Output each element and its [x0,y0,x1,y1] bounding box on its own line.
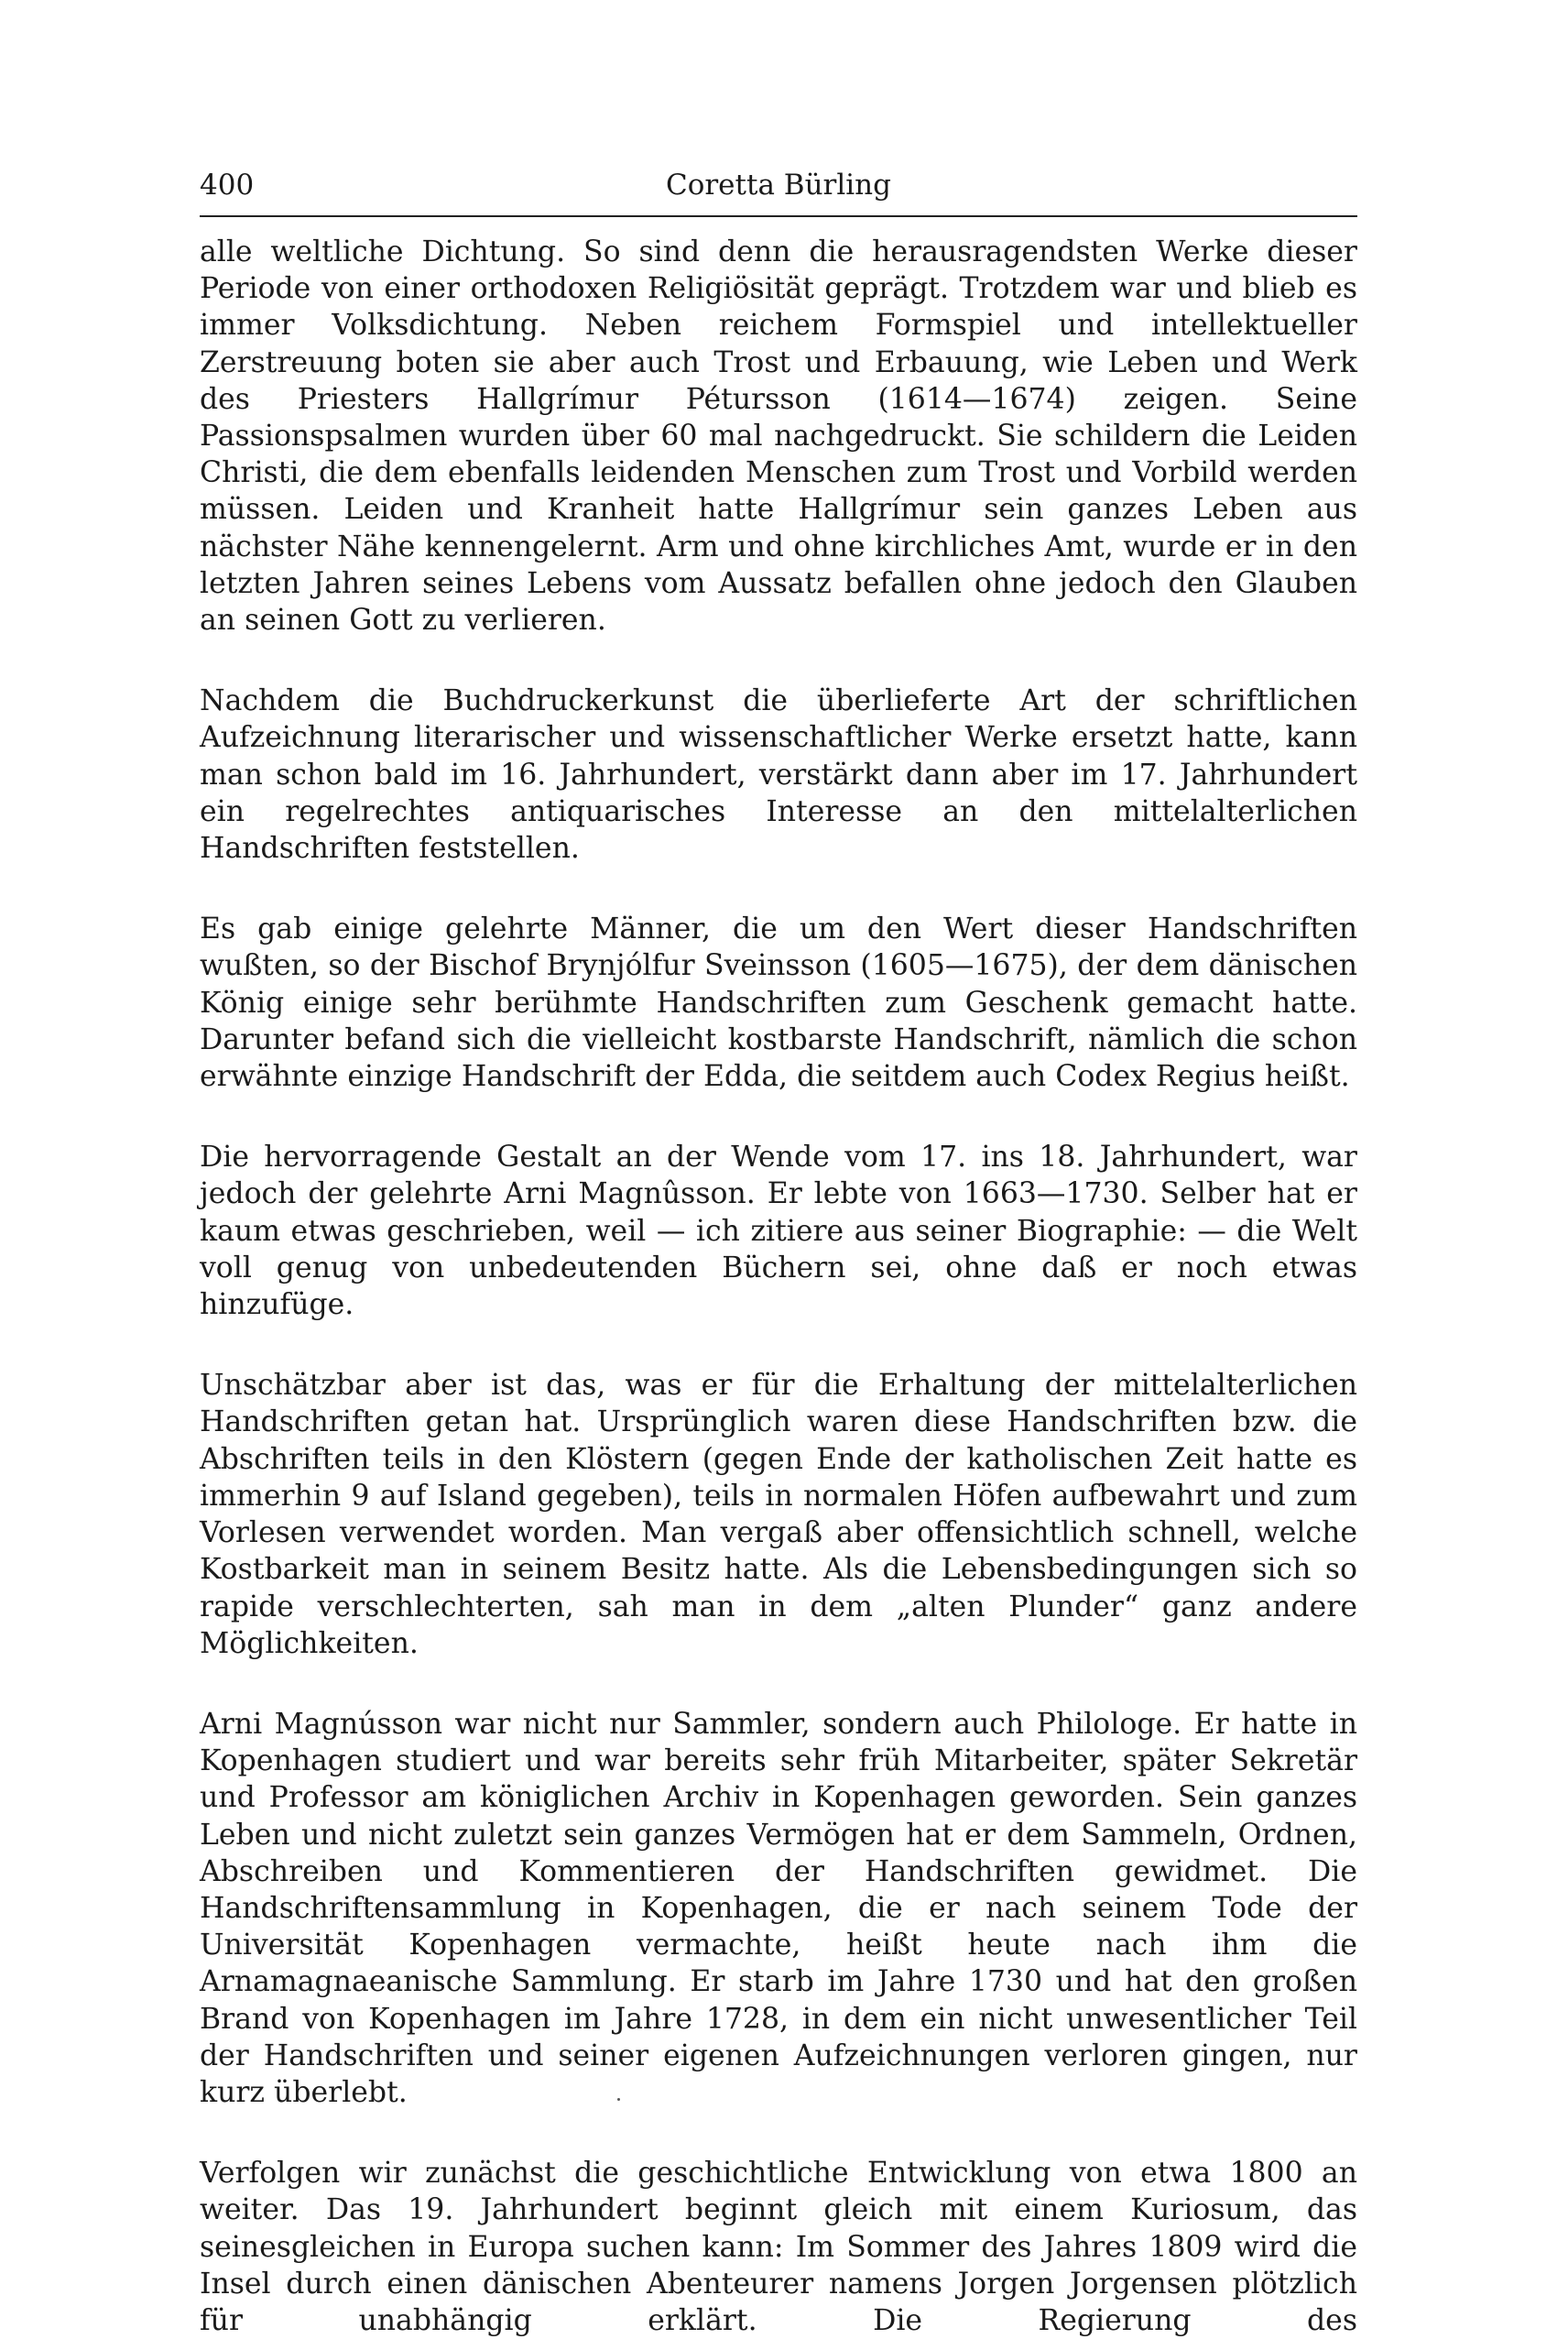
paragraph-arni-magnusson: Die hervorragende Gestalt an der Wende vom 17. ins 18. Jahrhundert, war jedoch der gelehrte Arni Magnûsson. Er lebte von 1663—1730. Selber hat er kaum etwas geschrieben, weil — ich zitiere aus seiner Biographie: — die Welt voll genug von unbedeutenden Büchern sei, ohne daß er noch etwas hinzufüge. [200,1141,1357,1322]
paragraph-hallgrimur: alle weltliche Dichtung. So sind denn die herausragendsten Werke dieser Periode von einer orthodoxen Religiösität geprägt. Trotzdem war und blieb es immer Volksdichtung. Neben reichem Formspiel und intellektueller Zerstreuung boten sie aber auch Trost und Erbauung, wie Leben und Werk des Priesters Hallgrímur Pétursson (1614—1674) zeigen. Seine Passionspsalmen wurden über 60 mal nachgedruckt. Sie schildern die Leiden Christi, die dem ebenfalls leidenden Menschen zum Trost und Vorbild werden müssen. Leiden und Kranheit hatte Hallgrímur sein ganzes Leben aus nächster Nähe kennengelernt. Arm und ohne kirchliches Amt, wurde er in den letzten Jahren seines Lebens vom Aussatz befallen ohne jedoch den Glauben an seinen Gott zu verlieren. [200,235,1357,638]
paragraph-handschriften-erhaltung: Unschätzbar aber ist das, was er für die Erhaltung der mittelalterlichen Handschriften getan hat. Ursprünglich waren diese Handschriften bzw. die Abschriften teils in den Klöstern (gegen Ende der katholischen Zeit hatte es immerhin 9 auf Island gegeben), teils in normalen Höfen aufbewahrt und zum Vorlesen verwendet worden. Man vergaß aber offensichtlich schnell, welche Kostbarkeit man in seinem Besitz hatte. Als die Lebensbedingungen sich so rapide verschlechterten, sah man in dem „alten Plunder“ ganz andere Möglichkeiten. [200,1369,1357,1660]
stray-ink-dot [617,2098,620,2101]
running-header [200,160,1357,217]
book-page [200,160,1357,2339]
page-number: 400 [200,169,255,202]
body-text [200,234,1357,2339]
running-head-author: Coretta Bürling [665,169,891,202]
paragraph-19-jahrhundert: Verfolgen wir zunächst die geschichtliche Entwicklung von etwa 1800 an weiter. Das 19. Jahrhundert beginnt gleich mit einem Kuriosum, das seinesgleichen in Europa suchen kann: Im Sommer des Jahres 1809 wird die Insel durch einen dänischen Abenteurer namens Jorgen Jorgensen plötzlich für unabhängig erklärt. Die Regierung des [200,2157,1357,2337]
paragraph-buchdruckerkunst: Nachdem die Buchdruckerkunst die überlieferte Art der schriftlichen Aufzeichnung literarischer und wissenschaftlicher Werke ersetzt hatte, kann man schon bald im 16. Jahrhundert, verstärkt dann aber im 17. Jahrhundert ein regelrechtes antiquarisches Interesse an den mittelalterlichen Handschriften feststellen. [200,684,1357,866]
paragraph-brynjolfur: Es gab einige gelehrte Männer, die um den Wert dieser Handschriften wußten, so der Bischof Brynjólfur Sveinsson (1605—1675), der dem dänischen König einige sehr berühmte Handschriften zum Geschenk gemacht hatte. Darunter befand sich die vielleicht kostbarste Handschrift, nämlich die schon erwähnte einzige Handschrift der Edda, die seitdem auch Codex Regius heißt. [200,913,1357,1094]
paragraph-philologe: Arni Magnússon war nicht nur Sammler, sondern auch Philologe. Er hatte in Kopenhagen studiert und war bereits sehr früh Mitarbeiter, später Sekretär und Professor am königlichen Archiv in Kopenhagen geworden. Sein ganzes Leben und nicht zuletzt sein ganzes Vermögen hat er dem Sammeln, Ordnen, Abschreiben und Kommentieren der Handschriften gewidmet. Die Handschriftensammlung in Kopenhagen, die er nach seinem Tode der Universität Kopenhagen vermachte, heißt heute nach ihm die Arnamagnaeanische Sammlung. Er starb im Jahre 1730 und hat den großen Brand von Kopenhagen im Jahre 1728, in dem ein nicht unwesentlicher Teil der Handschriften und seiner eigenen Aufzeichnungen verloren gingen, nur kurz überlebt. [200,1707,1357,2109]
